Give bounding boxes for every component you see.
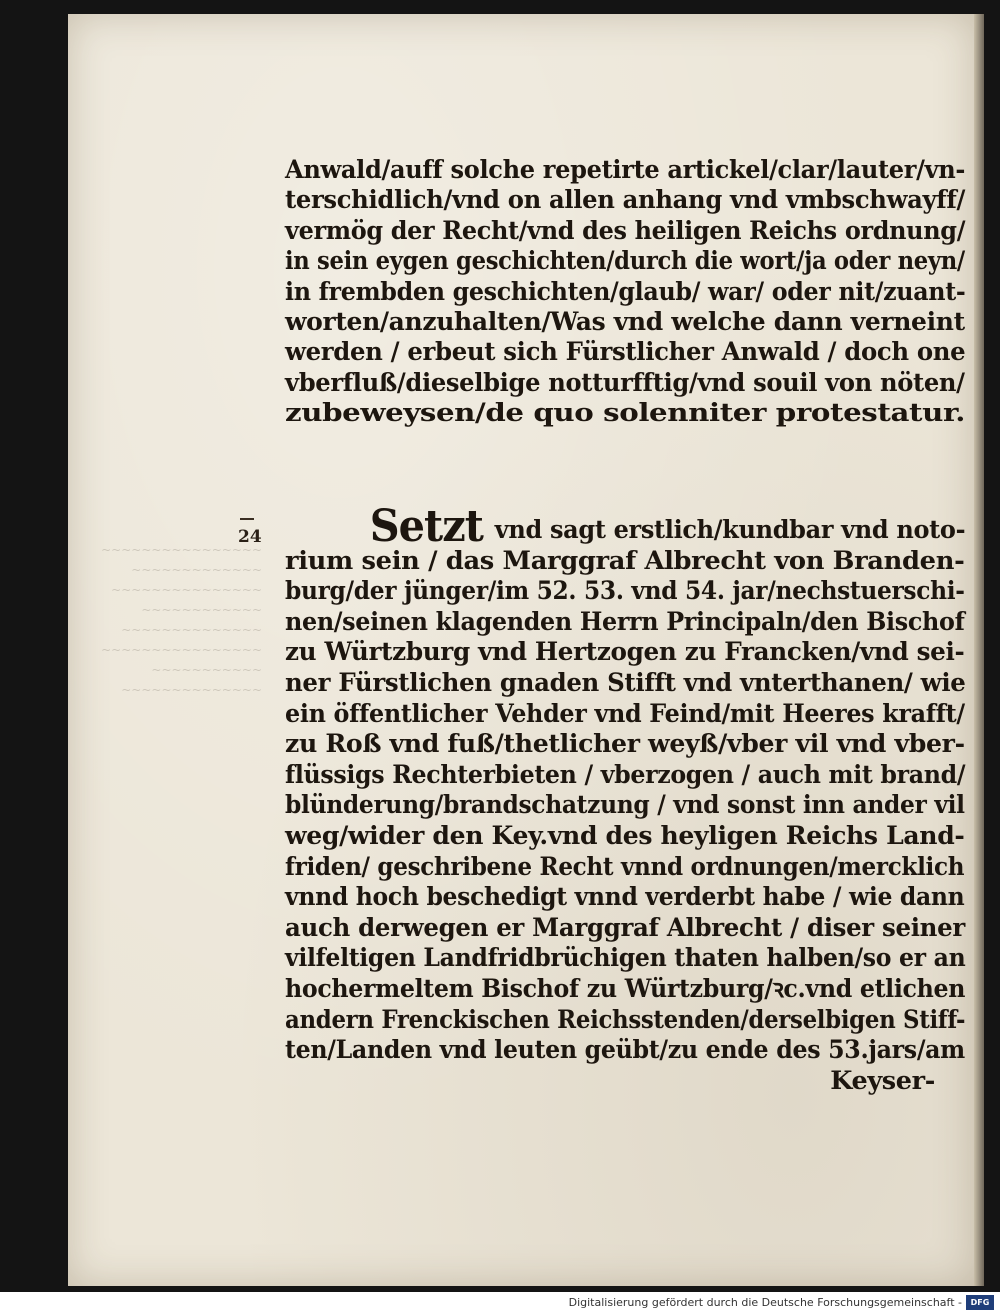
text-line: rium sein / das Marggraf Albrecht von Branden- (285, 545, 965, 576)
paragraph-2 (285, 501, 966, 1096)
initial-word: Setzt (369, 501, 483, 552)
catchword: Keyser- (830, 1065, 935, 1096)
text-line: in sein eygen geschichten/durch die wort/ja oder neyn/ (285, 246, 965, 277)
text-line: blünderung/brandschatzung / vnd sonst inn ander vil (285, 790, 965, 821)
paragraph-1 (285, 155, 965, 429)
text-line: Anwald/auff solche repetirte artickel/clar/lauter/vn- (285, 155, 966, 185)
text-line: burg/der jünger/im 52. 53. vnd 54. jar/nechstuerschi- (285, 576, 965, 607)
text-line: ten/Landen vnd leuten geübt/zu ende des 53.jars/am (285, 1035, 965, 1066)
text-line: zu Roß vnd fuß/thetlicher weyß/vber vil vnd vber- (285, 729, 965, 760)
text-line: zubeweysen/de quo solenniter protestatur. (285, 398, 966, 429)
footer-credit: Digitalisierung gefördert durch die Deutsche Forschungsgemeinschaft - (568, 1296, 962, 1309)
marginal-number: 24 (238, 527, 262, 547)
footer-bar (0, 1292, 1000, 1313)
text-line: ner Fürstlichen gnaden Stifft vnd vnterthanen/ wie (285, 667, 966, 698)
text-line: flüssigs Rechterbieten / vberzogen / auch mit brand/ (285, 759, 966, 790)
text-line: auch derwegen er Marggraf Albrecht / diser seiner (285, 912, 965, 943)
text-line: werden / erbeut sich Fürstlicher Anwald / doch one (285, 337, 966, 368)
dfg-logo: DFG (966, 1295, 994, 1310)
text-line: in frembden geschichten/glaub/ war/ oder nit/zuant- (285, 276, 966, 307)
text-line: worten/anzuhalten/Was vnd welche dann verneint (285, 307, 965, 338)
show-through-text: ~~~~~~~~~~~~~~~~ ~~~~~~~~~~~~~ ~~~~~~~~~~~~~~~ ~~~~~~~~~~~~ ~~~~~~~~~~~~~~ ~~~~~~~~~~~~~~~~ ~~~~~~~~~~~ ~~~~~~~~~~~~~~ (101, 543, 262, 697)
page-edge (974, 14, 984, 1286)
text-line: vberfluß/dieselbige notturfftig/vnd souil von nöten/ (285, 367, 965, 398)
first-line-text: vnd sagt erstlich/kundbar vnd noto- (486, 515, 966, 545)
text-line: friden/ geschribene Recht vnnd ordnungen/mercklich (285, 851, 965, 882)
text-line: zu Würtzburg vnd Hertzogen zu Francken/vnd sei- (285, 637, 965, 668)
text-line: nen/seinen klagenden Herrn Principaln/den Bischof (285, 606, 965, 637)
text-line: ein öffentlicher Vehder vnd Feind/mit Heeres krafft/ (285, 698, 965, 729)
text-line: andern Frenckischen Reichsstenden/derselbigen Stiff- (285, 1004, 966, 1035)
text-line: hochermeltem Bischof zu Würtzburg/ꝛc.vnd etlichen (285, 973, 966, 1004)
marginal-mark (240, 518, 254, 520)
text-line: vilfeltigen Landfridbrüchigen thaten halben/so er an (285, 943, 966, 974)
paragraph-2-first-line (285, 501, 966, 552)
text-line: weg/wider den Key.vnd des heyligen Reichs Land- (285, 820, 965, 851)
text-line: vnnd hoch beschedigt vnnd verderbt habe / wie dann (285, 882, 965, 913)
text-line: terschidlich/vnd on allen anhang vnd vmbschwayff/ (285, 185, 966, 216)
text-line: vermög der Recht/vnd des heiligen Reichs ordnung/ (285, 215, 966, 246)
